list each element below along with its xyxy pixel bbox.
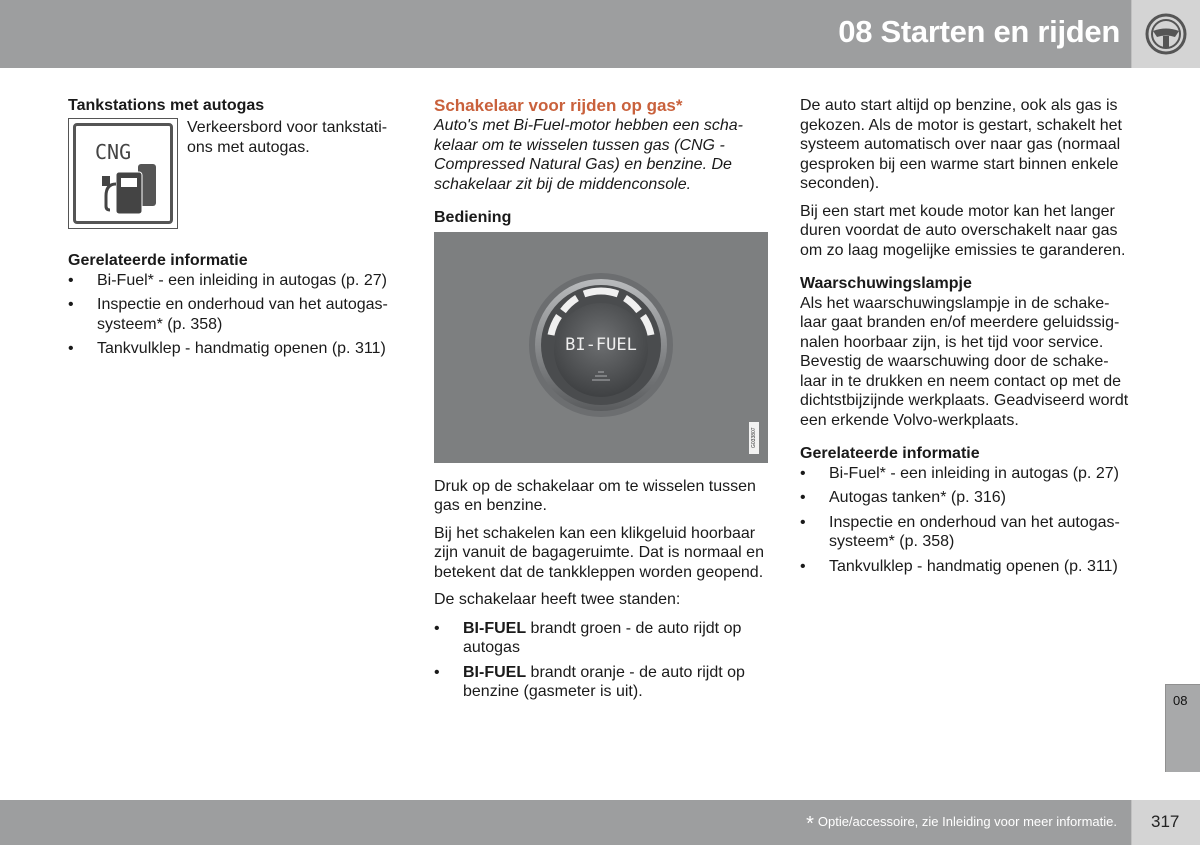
position-text: brandt groen - de auto rijdt op autogas <box>463 619 742 656</box>
related-heading: Gerelateerde informatie <box>68 252 248 269</box>
position-item <box>434 619 768 658</box>
section-intro: Auto's met Bi-Fuel-motor hebben een scha-kelaar om te wisselen tussen gas (CNG - Compressed Natural Gas) en benzine. De schakelaar zit bij de middenconsole. <box>434 117 743 193</box>
position-item <box>434 663 768 702</box>
cng-road-sign <box>68 118 178 229</box>
chapter-icon-box <box>1131 0 1200 68</box>
column-left <box>68 96 398 364</box>
position-text: brandt oranje - de auto rijdt op benzine (gasmeter is uit). <box>463 663 745 700</box>
sign-caption: Verkeersbord voor tankstati-ons met autogas. <box>187 119 388 156</box>
related-list <box>68 271 398 359</box>
asterisk-icon: * <box>806 813 814 835</box>
bi-fuel-button-illustration <box>434 232 768 463</box>
operation-para-3: De schakelaar heeft twee standen: <box>434 591 681 608</box>
related-heading: Gerelateerde informatie <box>800 445 980 462</box>
sign-block <box>68 96 398 234</box>
column-right <box>800 96 1135 581</box>
position-key: BI-FUEL <box>463 663 527 681</box>
footer-note-text: Optie/accessoire, zie Inleiding voor meer informatie. <box>817 814 1117 829</box>
warning-text: Als het waarschuwingslampje in de schake-laar gaat branden en/of meerdere geluidssig-nalen hoorbaar zijn, is het tijd voor service. Bevestig de waarschuwing door de schake-laar in te drukken en neem contact op met de dichtstbijzijnde werkplaats. Geadviseerd wordt een erkende Volvo-werkplaats. <box>800 294 1129 429</box>
position-key: BI-FUEL <box>463 619 527 637</box>
footer-note <box>806 813 1117 836</box>
operation-heading: Bediening <box>434 209 512 226</box>
related-link[interactable]: • Tankvulklep - handmatig openen (p. 311) <box>800 557 1135 577</box>
fuel-pump-icon <box>76 126 170 221</box>
chapter-side-tab[interactable] <box>1165 684 1200 772</box>
related-link[interactable]: • Bi-Fuel* - een inleiding in autogas (p. 27) <box>68 271 398 291</box>
operation-para-1: Druk op de schakelaar om te wisselen tussen gas en benzine. <box>434 477 756 514</box>
related-link[interactable]: • Inspectie en onderhoud van het autogas-systeem* (p. 358) <box>800 513 1135 552</box>
bi-fuel-switch-figure <box>434 232 768 463</box>
bi-fuel-button-label: BI-FUEL <box>565 334 637 355</box>
related-link[interactable]: • Tankvulklep - handmatig openen (p. 311) <box>68 339 398 359</box>
related-link[interactable]: • Bi-Fuel* - een inleiding in autogas (p. 27) <box>800 464 1135 484</box>
page-number-box <box>1131 800 1200 845</box>
related-link[interactable]: • Autogas tanken* (p. 316) <box>800 488 1135 508</box>
figure-code: G033807 <box>749 422 759 454</box>
steering-wheel-icon <box>1144 12 1188 56</box>
chapter-side-tab-label: 08 <box>1173 693 1188 708</box>
section-heading-gas-stations: Tankstations met autogas <box>68 97 265 114</box>
sign-cng-text: CNG <box>95 140 132 164</box>
column-middle <box>434 96 768 707</box>
positions-list <box>434 619 768 702</box>
warning-heading: Waarschuwingslampje <box>800 275 972 292</box>
page-number: 317 <box>1151 812 1180 831</box>
related-list <box>800 464 1135 577</box>
start-para-1: De auto start altijd op benzine, ook als gas is gekozen. Als de motor is gestart, schakelt het systeem automatisch over naar gas (normaal gesproken bij een warme start binnen enkele seconden). <box>800 97 1122 192</box>
section-title: Schakelaar voor rijden op gas* <box>434 96 683 115</box>
start-para-2: Bij een start met koude motor kan het langer duren voordat de auto overschakelt naar gas om zo laag mogelijke emissies te garanderen. <box>800 202 1126 259</box>
operation-para-2: Bij het schakelen kan een klikgeluid hoorbaar zijn vanuit de bagageruimte. Dat is normaal en betekent dat de tankkleppen worden geopend. <box>434 524 764 581</box>
related-link[interactable]: • Inspectie en onderhoud van het autogas-systeem* (p. 358) <box>68 295 398 334</box>
chapter-title: 08 Starten en rijden <box>838 14 1120 49</box>
